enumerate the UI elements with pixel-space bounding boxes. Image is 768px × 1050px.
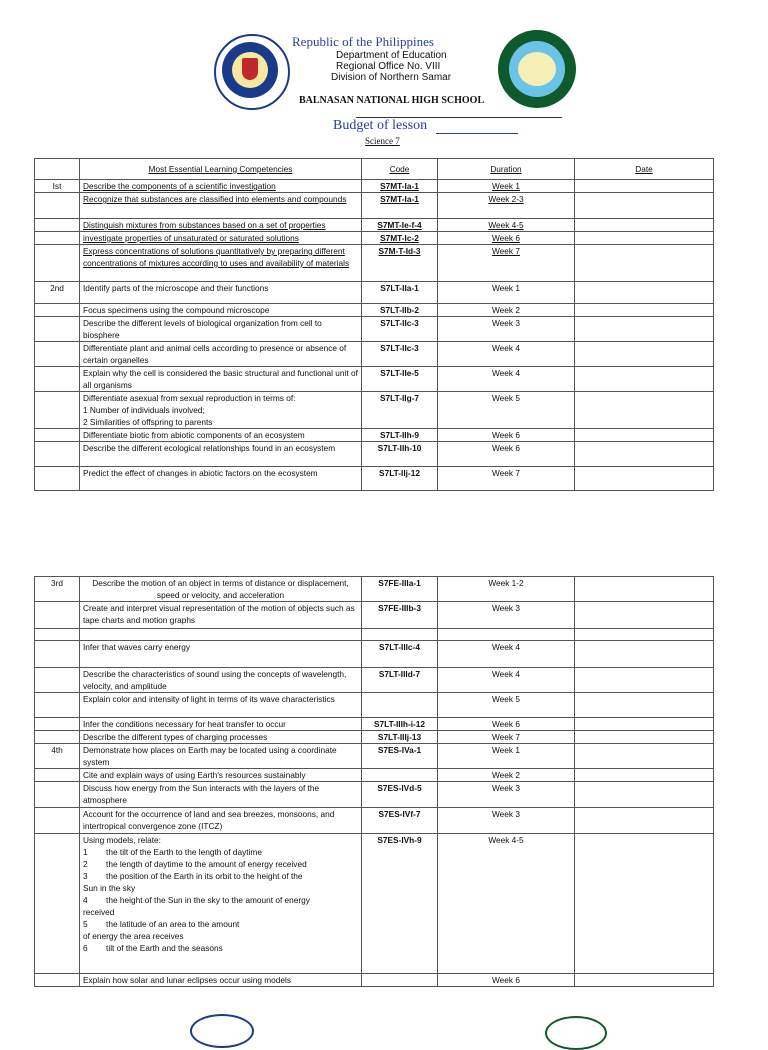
table-row — [35, 744, 714, 769]
code-cell — [362, 974, 438, 987]
table-row — [35, 974, 714, 987]
competency-text: Explain why the cell is considered the basic structural and functional unit of all organisms — [83, 368, 358, 390]
duration-cell: Week 4-5 — [438, 219, 575, 232]
quarter-cell — [35, 974, 80, 987]
competency-cell — [80, 429, 362, 442]
code-cell: S7MT-Ia-1 — [362, 180, 438, 193]
table-row — [35, 808, 714, 834]
table-row — [35, 769, 714, 782]
duration-cell: Week 5 — [438, 693, 575, 718]
code-cell: S7M-T-Id-3 — [362, 245, 438, 282]
table-header-row — [35, 159, 714, 180]
code-cell: S7LT-IIh-10 — [362, 442, 438, 467]
competency-text: Demonstrate how places on Earth may be located using a coordinate system — [83, 745, 337, 767]
code-cell: S7LT-IIg-7 — [362, 392, 438, 429]
quarter-cell — [35, 245, 80, 282]
competency-cell — [80, 641, 362, 668]
quarter-cell — [35, 731, 80, 744]
table-row — [35, 232, 714, 245]
competency-cell — [80, 974, 362, 987]
date-cell — [575, 782, 714, 808]
quarter-cell — [35, 429, 80, 442]
quarter-cell — [35, 467, 80, 491]
competency-text: Focus specimens using the compound microscope — [83, 305, 270, 315]
competency-text: investigate properties of unsaturated or saturated solutions — [83, 233, 299, 243]
quarter-cell — [35, 808, 80, 834]
quarter-cell — [35, 367, 80, 392]
duration-cell: Week 7 — [438, 731, 575, 744]
duration-cell: Week 3 — [438, 317, 575, 342]
date-cell — [575, 718, 714, 731]
quarter-cell — [35, 232, 80, 245]
competency-cell — [80, 629, 362, 641]
quarter-cell — [35, 834, 80, 974]
code-cell: S7LT-IIIj-13 — [362, 731, 438, 744]
quarter-cell — [35, 342, 80, 367]
competency-text: Infer the conditions necessary for heat transfer to occur — [83, 719, 286, 729]
competency-text: Infer that waves carry energy — [83, 642, 190, 652]
competency-text: Describe the motion of an object in terms of distance or displacement, speed or velocity, and acceleration — [92, 578, 349, 600]
competency-text: Account for the occurrence of land and sea breezes, monsoons, and intertropical convergence zone (ITCZ) — [83, 809, 335, 831]
duration-cell: Week 3 — [438, 782, 575, 808]
table-row — [35, 668, 714, 693]
duration-cell: Week 2-3 — [438, 193, 575, 219]
quarter-cell — [35, 629, 80, 641]
code-cell: S7MT-Ic-2 — [362, 232, 438, 245]
competency-cell — [80, 782, 362, 808]
table-row — [35, 834, 714, 974]
competency-list-item: 5 the latitude of an area to the amount — [83, 919, 240, 929]
date-cell — [575, 629, 714, 641]
code-cell: S7LT-IIa-1 — [362, 282, 438, 304]
code-cell — [362, 693, 438, 718]
quarter-cell: Ist — [35, 180, 80, 193]
competency-cell — [80, 180, 362, 193]
page-title: Budget of lesson — [333, 118, 428, 133]
quarter-cell — [35, 317, 80, 342]
competency-list-item: 2 the length of daytime to the amount of energy received — [83, 859, 307, 869]
quarter-cell — [35, 782, 80, 808]
date-cell — [575, 304, 714, 317]
competency-list-item: 4 the height of the Sun in the sky to the amount of energy — [83, 895, 310, 905]
competency-text: Using models, relate: — [83, 835, 161, 845]
competency-text: Explain how solar and lunar eclipses occur using models — [83, 975, 291, 985]
table-row — [35, 731, 714, 744]
competency-cell — [80, 467, 362, 491]
competency-text: Describe the characteristics of sound using the concepts of wavelength, velocity, and amplitude — [83, 669, 347, 691]
competency-text: Cite and explain ways of using Earth's resources sustainably — [83, 770, 306, 780]
title-underline — [436, 133, 518, 134]
table-row — [35, 782, 714, 808]
competency-cell — [80, 602, 362, 629]
code-cell: S7MT-Ia-1 — [362, 193, 438, 219]
competency-cell — [80, 731, 362, 744]
table-row — [35, 193, 714, 219]
date-cell — [575, 834, 714, 974]
quarter-cell: 2nd — [35, 282, 80, 304]
competency-text: Identify parts of the microscope and their functions — [83, 283, 269, 293]
school-seal-logo-footer — [545, 1016, 607, 1050]
table-row — [35, 629, 714, 641]
competency-cell — [80, 769, 362, 782]
quarter-cell — [35, 602, 80, 629]
date-cell — [575, 245, 714, 282]
code-cell: S7FE-IIIb-3 — [362, 602, 438, 629]
date-cell — [575, 193, 714, 219]
competency-cell — [80, 193, 362, 219]
quarter-cell: 3rd — [35, 577, 80, 602]
code-cell: S7ES-IVd-5 — [362, 782, 438, 808]
competency-cell — [80, 668, 362, 693]
competency-cell — [80, 577, 362, 602]
table-row — [35, 577, 714, 602]
lesson-table-part1 — [34, 158, 714, 491]
code-cell: S7LT-IIIh-i-12 — [362, 718, 438, 731]
code-cell: S7LT-IIIc-4 — [362, 641, 438, 668]
date-cell — [575, 232, 714, 245]
duration-cell: Week 4 — [438, 342, 575, 367]
quarter-cell — [35, 304, 80, 317]
duration-cell — [438, 629, 575, 641]
duration-cell: Week 6 — [438, 974, 575, 987]
competency-cell — [80, 808, 362, 834]
table-row — [35, 342, 714, 367]
date-cell — [575, 769, 714, 782]
subject-label: Science 7 — [365, 136, 400, 146]
duration-cell: Week 3 — [438, 602, 575, 629]
duration-cell: Week 1 — [438, 744, 575, 769]
competency-list-item: 1 the tilt of the Earth to the length of daytime — [83, 847, 262, 857]
duration-cell: Week 6 — [438, 429, 575, 442]
table-row — [35, 317, 714, 342]
competency-list-item: 6 tilt of the Earth and the seasons — [83, 943, 223, 953]
table-row — [35, 282, 714, 304]
table-row — [35, 467, 714, 491]
competency-list-item: of energy the area receives — [83, 931, 184, 941]
competency-text: Distinguish mixtures from substances based on a set of properties — [83, 220, 326, 230]
school-name: BALNASAN NATIONAL HIGH SCHOOL — [299, 95, 485, 106]
competency-cell — [80, 442, 362, 467]
table-row — [35, 245, 714, 282]
date-cell — [575, 282, 714, 304]
competency-text: Describe the different types of charging processes — [83, 732, 268, 742]
table-row — [35, 429, 714, 442]
competency-text: Discuss how energy from the Sun interacts with the layers of the atmosphere — [83, 783, 320, 805]
date-cell — [575, 429, 714, 442]
table-row — [35, 641, 714, 668]
competency-cell — [80, 245, 362, 282]
competency-list-item: Sun in the sky — [83, 883, 136, 893]
header-duration: Duration — [438, 159, 575, 180]
code-cell: S7LT-IIj-12 — [362, 467, 438, 491]
code-cell: S7LT-IIId-7 — [362, 668, 438, 693]
competency-text: Describe the components of a scientific investigation — [83, 181, 276, 191]
table-row — [35, 304, 714, 317]
department-heading: Department of Education — [336, 50, 447, 61]
competency-cell — [80, 317, 362, 342]
code-cell: S7FE-IIIa-1 — [362, 577, 438, 602]
date-cell — [575, 342, 714, 367]
competency-list-item: 3 the position of the Earth in its orbit to the height of the — [83, 871, 303, 881]
quarter-cell — [35, 718, 80, 731]
quarter-cell — [35, 219, 80, 232]
competency-cell — [80, 219, 362, 232]
duration-cell: Week 2 — [438, 769, 575, 782]
competency-text: Differentiate asexual from sexual reproduction in terms of: — [83, 393, 296, 403]
competency-text: Explain color and intensity of light in terms of its wave characteristics — [83, 694, 335, 704]
date-cell — [575, 602, 714, 629]
quarter-cell — [35, 641, 80, 668]
competency-cell — [80, 834, 362, 974]
date-cell — [575, 467, 714, 491]
duration-cell: Week 4-5 — [438, 834, 575, 974]
code-cell: S7LT-IIe-5 — [362, 367, 438, 392]
division-heading: Division of Northern Samar — [331, 72, 452, 83]
code-cell — [362, 769, 438, 782]
competency-text: Express concentrations of solutions quantitatively by preparing different concentrations of mixtures according to uses and availability of materials — [83, 246, 350, 268]
date-cell — [575, 693, 714, 718]
duration-cell: Week 1-2 — [438, 577, 575, 602]
date-cell — [575, 668, 714, 693]
date-cell — [575, 641, 714, 668]
competency-list-item: 2 Similarities of offspring to parents — [83, 417, 213, 427]
competency-cell — [80, 693, 362, 718]
region-heading: Regional Office No. VIII — [336, 61, 441, 72]
header-date: Date — [575, 159, 714, 180]
competency-text: Differentiate plant and animal cells according to presence or absence of certain organelles — [83, 343, 347, 365]
republic-heading: Republic of the Philippines — [292, 34, 434, 49]
duration-cell: Week 6 — [438, 718, 575, 731]
deped-seal-logo — [214, 34, 290, 110]
competency-cell — [80, 392, 362, 429]
header-quarter — [35, 159, 80, 180]
date-cell — [575, 317, 714, 342]
date-cell — [575, 744, 714, 769]
competency-cell — [80, 232, 362, 245]
competency-list-item: received — [83, 907, 115, 917]
competency-text: Describe the different ecological relationships found in an ecosystem — [83, 443, 336, 453]
date-cell — [575, 392, 714, 429]
competency-cell — [80, 744, 362, 769]
competency-cell — [80, 282, 362, 304]
competency-text: Differentiate biotic from abiotic components of an ecosystem — [83, 430, 305, 440]
table-row — [35, 718, 714, 731]
duration-cell: Week 3 — [438, 808, 575, 834]
code-cell: S7ES-IVf-7 — [362, 808, 438, 834]
duration-cell: Week 2 — [438, 304, 575, 317]
code-cell — [362, 629, 438, 641]
code-cell: S7LT-IIc-3 — [362, 317, 438, 342]
table-row — [35, 442, 714, 467]
duration-cell: Week 4 — [438, 641, 575, 668]
duration-cell: Week 4 — [438, 367, 575, 392]
quarter-cell — [35, 392, 80, 429]
competency-text: Describe the different levels of biological organization from cell to biosphere — [83, 318, 322, 340]
school-seal-logo — [498, 30, 576, 108]
table-row — [35, 180, 714, 193]
date-cell — [575, 180, 714, 193]
date-cell — [575, 808, 714, 834]
lesson-table-part2 — [34, 576, 714, 987]
date-cell — [575, 367, 714, 392]
table-row — [35, 219, 714, 232]
quarter-cell: 4th — [35, 744, 80, 769]
date-cell — [575, 442, 714, 467]
competency-cell — [80, 367, 362, 392]
deped-seal-logo-footer — [190, 1014, 254, 1048]
quarter-cell — [35, 442, 80, 467]
table-row — [35, 693, 714, 718]
duration-cell: Week 1 — [438, 180, 575, 193]
header-code: Code — [362, 159, 438, 180]
code-cell: S7MT-Ie-f-4 — [362, 219, 438, 232]
duration-cell: Week 7 — [438, 467, 575, 491]
competency-cell — [80, 718, 362, 731]
duration-cell: Week 4 — [438, 668, 575, 693]
duration-cell: Week 1 — [438, 282, 575, 304]
code-cell: S7LT-IIh-9 — [362, 429, 438, 442]
duration-cell: Week 6 — [438, 232, 575, 245]
table-row — [35, 602, 714, 629]
duration-cell: Week 5 — [438, 392, 575, 429]
competency-text: Create and interpret visual representation of the motion of objects such as tape charts and motion graphs — [83, 603, 355, 625]
code-cell: S7LT-IIb-2 — [362, 304, 438, 317]
competency-text: Recognize that substances are classified into elements and compounds — [83, 194, 347, 204]
competency-cell — [80, 304, 362, 317]
quarter-cell — [35, 668, 80, 693]
quarter-cell — [35, 193, 80, 219]
header-competency: Most Essential Learning Competencies — [80, 159, 362, 180]
date-cell — [575, 974, 714, 987]
date-cell — [575, 219, 714, 232]
competency-list-item: 1 Number of individuals involved; — [83, 405, 205, 415]
code-cell: S7ES-IVh-9 — [362, 834, 438, 974]
competency-text: Predict the effect of changes in abiotic factors on the ecosystem — [83, 468, 318, 478]
code-cell: S7ES-IVa-1 — [362, 744, 438, 769]
duration-cell: Week 7 — [438, 245, 575, 282]
date-cell — [575, 731, 714, 744]
table-row — [35, 367, 714, 392]
quarter-cell — [35, 769, 80, 782]
competency-cell — [80, 342, 362, 367]
date-cell — [575, 577, 714, 602]
duration-cell: Week 6 — [438, 442, 575, 467]
code-cell: S7LT-IIc-3 — [362, 342, 438, 367]
table-row — [35, 392, 714, 429]
quarter-cell — [35, 693, 80, 718]
